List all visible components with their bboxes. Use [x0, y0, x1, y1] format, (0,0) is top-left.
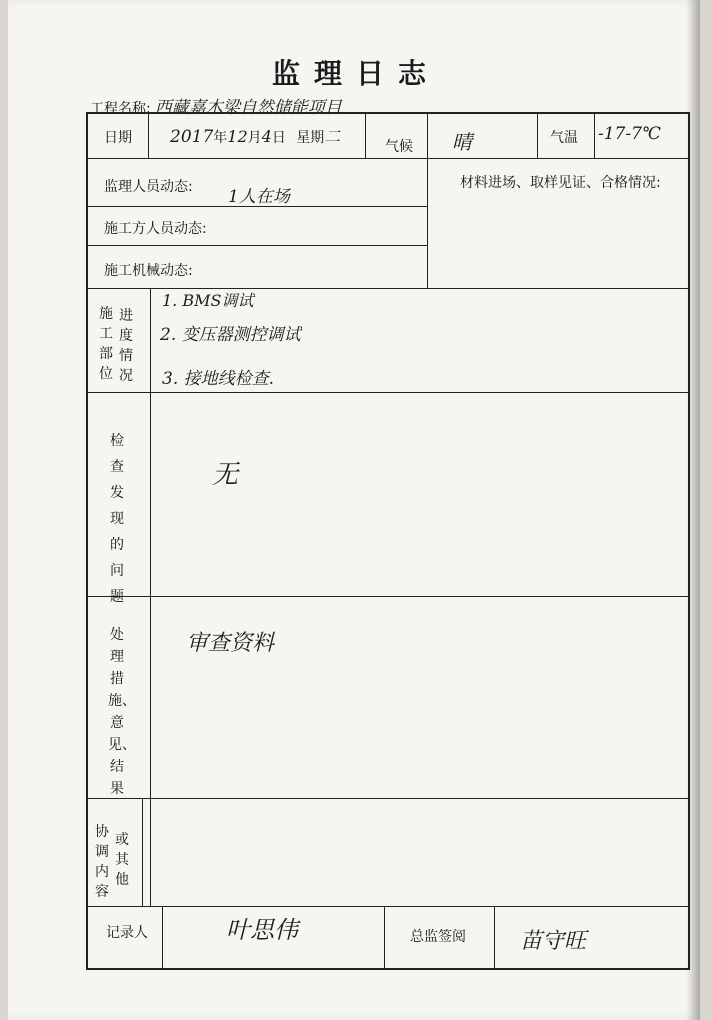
- progress-item: 3. 接地线检查.: [162, 369, 275, 389]
- project-label: 工程名称:: [90, 101, 151, 117]
- date-month-suffix: 月: [247, 130, 262, 146]
- construction-part-label: 施工部位: [99, 306, 113, 382]
- measures-label: 处理措施、意见、结果: [108, 627, 136, 797]
- date-field: [170, 124, 340, 147]
- date-year: 2017: [170, 127, 214, 147]
- weekday-label: 星期: [296, 130, 325, 146]
- date-year-suffix: 年: [213, 130, 228, 146]
- col-divider: [384, 906, 385, 970]
- row-divider: [86, 392, 689, 393]
- project-value: 西藏嘉木梁自然储能项目: [154, 98, 342, 118]
- col-divider: [594, 113, 595, 158]
- supervisor-staff-value: 1人在场: [228, 187, 290, 207]
- row-divider: [86, 906, 689, 907]
- findings-label: 检查发现的问题: [110, 433, 124, 605]
- col-divider: [142, 798, 143, 906]
- date-day: 4: [261, 127, 272, 146]
- contractor-staff-label: 施工方人员动态:: [104, 221, 207, 237]
- row-divider: [86, 158, 689, 159]
- row-divider: [86, 245, 427, 246]
- page-title: 监理日志: [271, 57, 440, 90]
- col-divider: [162, 906, 163, 970]
- col-divider: [494, 906, 495, 970]
- progress-item: 2. 变压器测控调试: [160, 325, 301, 345]
- coordination-label: 协调内容: [95, 824, 109, 900]
- row-divider: [86, 596, 689, 597]
- recorder-label: 记录人: [106, 925, 148, 941]
- progress-status-label: 进度情况: [119, 308, 133, 384]
- col-divider: [148, 113, 149, 158]
- weather-label: 气候: [385, 139, 413, 155]
- date-day-suffix: 日: [271, 130, 286, 146]
- col-divider: [427, 113, 428, 288]
- coordination-other-label: 或其他: [115, 832, 129, 888]
- temperature-value: -17-7℃: [598, 124, 661, 144]
- findings-value: 无: [212, 460, 239, 490]
- machinery-label: 施工机械动态:: [104, 263, 193, 279]
- chief-review-label: 总监签阅: [410, 929, 466, 945]
- col-divider: [537, 113, 538, 158]
- temperature-label: 气温: [550, 130, 578, 146]
- measures-value: 审查资料: [186, 631, 275, 656]
- col-divider: [365, 113, 366, 158]
- row-divider: [86, 798, 689, 799]
- date-month: 12: [227, 127, 248, 146]
- date-label: 日期: [104, 130, 132, 146]
- supervisor-staff-label: 监理人员动态:: [104, 179, 193, 195]
- col-divider: [150, 288, 151, 906]
- weekday-value: 二: [324, 127, 341, 146]
- weather-value: 晴: [452, 130, 472, 154]
- chief-signature: 苗守旺: [520, 929, 587, 954]
- materials-label: 材料进场、取样见证、合格情况:: [460, 175, 661, 191]
- log-table: [86, 112, 690, 970]
- progress-item: 1. BMS调试: [162, 291, 254, 310]
- recorder-signature: 叶思伟: [226, 916, 298, 944]
